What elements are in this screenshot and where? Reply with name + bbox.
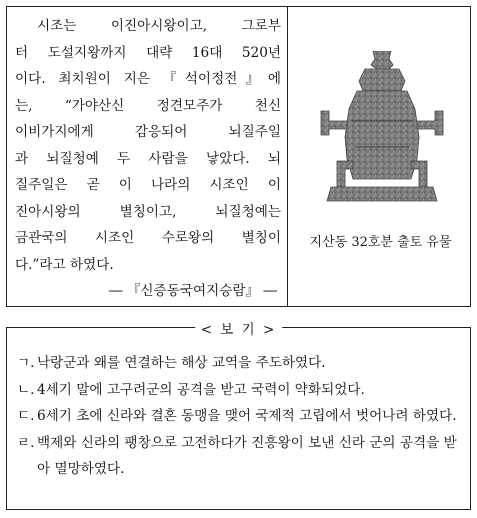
historical-passage xyxy=(15,13,281,305)
passage-line: 다.”라고 하였다. xyxy=(15,256,114,273)
passage-line: 진아시왕의 별칭이고, 뇌질청예는 xyxy=(15,203,281,220)
option-mark: ㄴ. xyxy=(17,381,35,398)
artifact-caption: 지산동 32호분 출토 유물 xyxy=(309,235,452,250)
option-giyeok[interactable] xyxy=(17,350,463,377)
passage-line: 금관국의 시조인 수로왕의 별칭이 xyxy=(15,230,281,246)
source-box xyxy=(6,6,471,307)
passage-source: ― 『신증동국여지승람』 ― xyxy=(108,283,277,299)
option-mark: ㄱ. xyxy=(17,355,35,371)
passage-line: 질주일은 곧 이 나라의 시조인 이 xyxy=(15,177,281,193)
column-divider xyxy=(287,7,288,306)
option-nieun[interactable] xyxy=(17,377,463,404)
bogi-box xyxy=(6,322,471,510)
option-text: 백제와 신라의 팽창으로 고전하다가 진흥왕이 보낸 신라 군의 공격을 받아 멸망하였다. xyxy=(37,434,457,477)
option-mark: ㄷ. xyxy=(17,408,35,424)
passage-line: 과 뇌질청예 두 사람을 낳았다. 뇌 xyxy=(15,150,281,167)
option-text: 6세기 초에 신라와 결혼 동맹을 맺어 국제적 고립에서 벗어나려 하였다. xyxy=(37,408,457,424)
option-text: 4세기 말에 고구려군의 공격을 받고 국력이 약화되었다. xyxy=(37,381,365,398)
option-digeut[interactable] xyxy=(17,403,463,430)
bogi-title: < 보 기 > xyxy=(195,318,283,338)
option-text: 낙랑군과 왜를 연결하는 해상 교역을 주도하였다. xyxy=(37,355,326,371)
passage-line: 는, “가야산신 정견모주가 천신 xyxy=(15,97,281,114)
passage-line: 이다. 최치원이 지은 『석이정전』에 xyxy=(15,71,281,87)
passage-line: 시조는 이진아시왕이고, 그로부 xyxy=(37,18,281,34)
option-mark: ㄹ. xyxy=(17,434,35,451)
option-rieul[interactable] xyxy=(17,430,463,483)
passage-line: 터 도설지왕까지 대략 16대 520년 xyxy=(15,44,281,61)
passage-line: 이비가지에게 감응되어 뇌질주일 xyxy=(15,124,281,140)
bogi-options xyxy=(17,350,463,483)
gilt-bronze-crown-artifact-icon xyxy=(307,51,457,211)
